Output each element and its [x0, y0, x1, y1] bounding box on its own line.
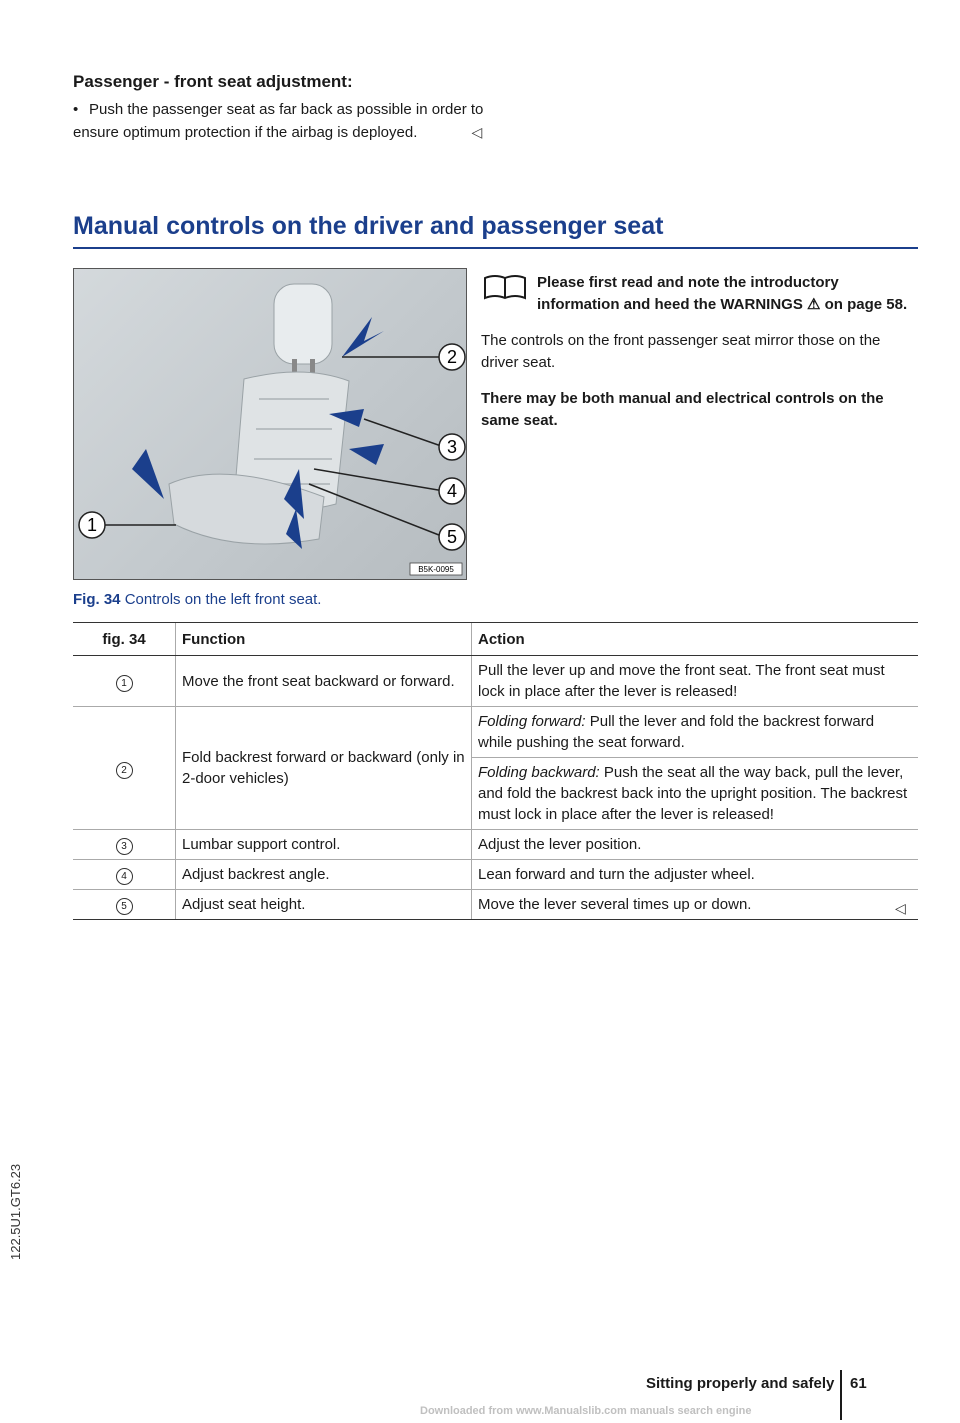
row-number: 4 [73, 860, 176, 890]
intro-page-ref: on page 58. [824, 296, 908, 313]
callout-label: 4 [446, 481, 458, 501]
controls-table [73, 622, 918, 920]
footer-divider [840, 1370, 842, 1420]
page-number: 61 [850, 1375, 867, 1392]
row-function: Fold backrest forward or backward (only in 2-door vehicles) [176, 707, 472, 830]
row-number: 5 [73, 890, 176, 920]
end-of-section-icon: ◁ [471, 124, 483, 140]
right-column [481, 272, 911, 446]
row-action: Move the lever several times up or down. [472, 890, 919, 920]
row-number: 1 [73, 656, 176, 707]
intro-note [481, 272, 911, 316]
action-lead: Folding forward: [478, 713, 586, 730]
section-rule [73, 247, 918, 249]
manual-electrical-paragraph: There may be both manual and electrical controls on the same seat. [481, 390, 884, 429]
callout-label: 2 [446, 347, 458, 367]
row-function: Lumbar support control. [176, 830, 472, 860]
table-row [73, 890, 918, 920]
side-code: 122.5U1.GT6.23 [8, 1163, 23, 1260]
callout-label: 3 [446, 437, 458, 457]
section-title: Manual controls on the driver and passenger seat [73, 212, 664, 240]
passenger-seat-bullet [73, 98, 513, 144]
mirror-paragraph: The controls on the front passenger seat mirror those on the driver seat. [481, 332, 881, 371]
table-header-row [73, 623, 918, 656]
action-text: Pull the lever and fold the backrest forward while pushing the seat forward. [478, 713, 875, 751]
row-number: 2 [73, 707, 176, 830]
footer-title: Sitting properly and safely [646, 1375, 835, 1392]
figure-code: B5K-0095 [418, 565, 454, 574]
row-action: Pull the lever up and move the front seat. The front seat must lock in place after the lever is released! [472, 656, 919, 707]
figure-caption-label: Fig. 34 [73, 591, 121, 608]
action-lead: Folding backward: [478, 764, 600, 781]
warning-triangle-icon: ⚠ [807, 296, 821, 313]
bullet-dot-icon: • [73, 101, 79, 118]
table-row [73, 860, 918, 890]
row-action [472, 707, 919, 830]
col-function-header: Function [176, 623, 472, 656]
row-action: Adjust the lever position. [472, 830, 919, 860]
row-number: 3 [73, 830, 176, 860]
intro-text: Please first read and note the introductory information and heed the WARNINGS [537, 274, 839, 313]
bullet-text: Push the passenger seat as far back as possible in order to ensure optimum protection if the airbag is deployed. [73, 101, 484, 141]
table-row [73, 656, 918, 707]
book-icon [481, 272, 529, 302]
watermark: Downloaded from www.Manualslib.com manuals search engine [420, 1405, 752, 1417]
table-row [73, 707, 918, 830]
seat-illustration-icon [74, 269, 466, 579]
row-function: Move the front seat backward or forward. [176, 656, 472, 707]
col-fig-header: fig. 34 [73, 623, 176, 656]
row-function: Adjust backrest angle. [176, 860, 472, 890]
col-action-header: Action [472, 623, 919, 656]
callout-label: 1 [86, 515, 98, 535]
seat-figure [73, 268, 467, 580]
passenger-seat-heading: Passenger - front seat adjustment: [73, 72, 353, 91]
action-text: Push the seat all the way back, pull the lever, and fold the backrest back into the upright position. The backrest must lock in place after the lever is released! [478, 764, 908, 823]
figure-caption [73, 591, 321, 608]
callout-label: 5 [446, 527, 458, 547]
end-of-section-icon: ◁ [895, 900, 906, 916]
row-function: Adjust seat height. [176, 890, 472, 920]
row-action: Lean forward and turn the adjuster wheel. [472, 860, 919, 890]
figure-caption-text: Controls on the left front seat. [124, 591, 322, 608]
table-row [73, 830, 918, 860]
